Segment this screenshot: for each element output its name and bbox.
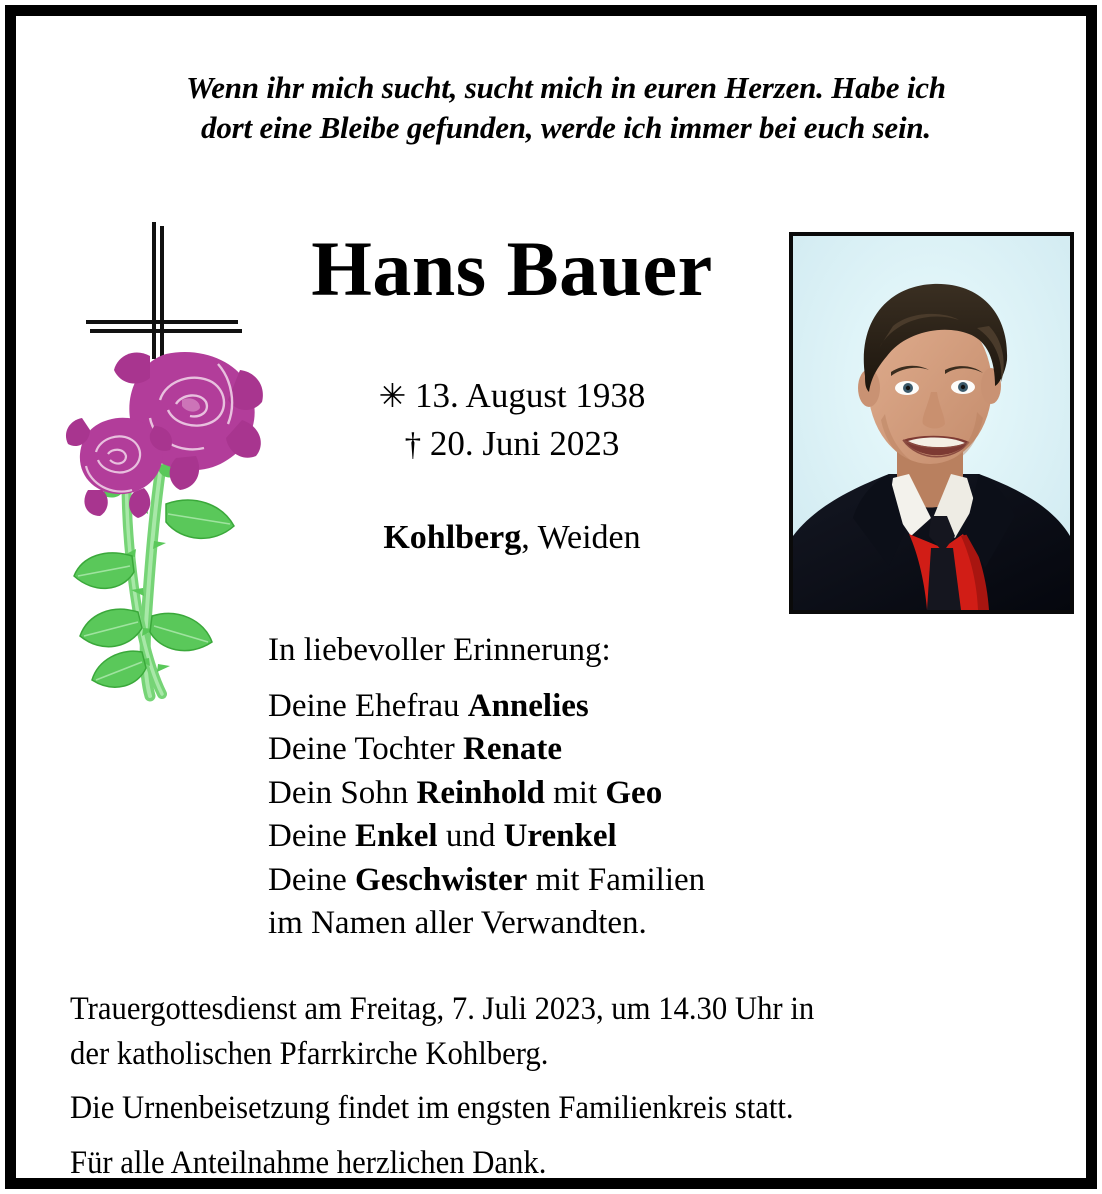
death-date-line — [232, 420, 792, 468]
family-line-3-name: Reinhold — [416, 774, 545, 811]
family-lead-line: In liebevoller Erinnerung: — [268, 632, 611, 668]
portrait-photo — [789, 232, 1074, 614]
epigraph-line-2: dort eine Bleibe gefunden, werde ich immer bei euch sein. — [201, 109, 931, 145]
death-cross-icon: † — [404, 426, 422, 463]
epigraph-quote — [56, 68, 1076, 147]
notice-inner-area — [32, 32, 1102, 1194]
family-line-2-name: Renate — [463, 731, 562, 768]
birth-date-line — [232, 372, 792, 420]
family-line-5-pre: Deine — [268, 861, 356, 898]
epigraph-line-1: Wenn ihr mich sucht, sucht mich in euren Herzen. Habe ich — [186, 70, 946, 105]
family-line-2-pre: Deine Tochter — [268, 731, 464, 768]
family-line-5-mid: mit Familien — [527, 861, 706, 898]
family-line-1-name: Annelies — [467, 687, 589, 724]
place-primary: Kohlberg — [383, 519, 522, 556]
place-line — [232, 519, 792, 557]
birth-date-value: 13. August 1938 — [414, 376, 646, 415]
family-line-4 — [268, 815, 968, 859]
family-line-3-name2: Geo — [605, 774, 663, 811]
family-line-1 — [268, 685, 968, 729]
birth-star-icon: ✳ — [378, 379, 407, 415]
black-frame-border — [5, 5, 1097, 1189]
family-line-6 — [268, 902, 968, 946]
family-line-5 — [268, 859, 968, 903]
life-dates — [232, 372, 792, 467]
family-line-3-pre: Dein Sohn — [268, 774, 417, 811]
service-line-3: Die Urnenbeisetzung findet im engsten Familienkreis statt. — [70, 1090, 794, 1127]
death-date-value: 20. Juni 2023 — [429, 423, 620, 463]
family-line-5-name: Geschwister — [355, 861, 528, 898]
service-line-2: der katholischen Pfarrkirche Kohlberg. — [70, 1035, 549, 1072]
family-line-1-pre: Deine Ehefrau — [268, 687, 468, 724]
service-line-1: Trauergottesdienst am Freitag, 7. Juli 2023, um 14.30 Uhr in — [70, 991, 815, 1027]
family-line-3 — [268, 772, 968, 816]
family-line-4-name: Enkel — [355, 818, 438, 855]
family-line-4-name2: Urenkel — [503, 818, 617, 855]
place-secondary: , Weiden — [521, 519, 641, 556]
service-line-4: Für alle Anteilnahme herzlichen Dank. — [70, 1144, 547, 1181]
family-line-4-mid: und — [437, 818, 504, 855]
family-block — [268, 629, 968, 946]
family-line-3-mid: mit — [544, 774, 606, 811]
family-line-2 — [268, 728, 968, 772]
service-details — [70, 987, 1000, 1185]
family-line-4-pre: Deine — [268, 818, 356, 855]
family-line-6-pre: im Namen aller Verwandten. — [268, 905, 647, 942]
deceased-name: Hans Bauer — [311, 225, 713, 312]
